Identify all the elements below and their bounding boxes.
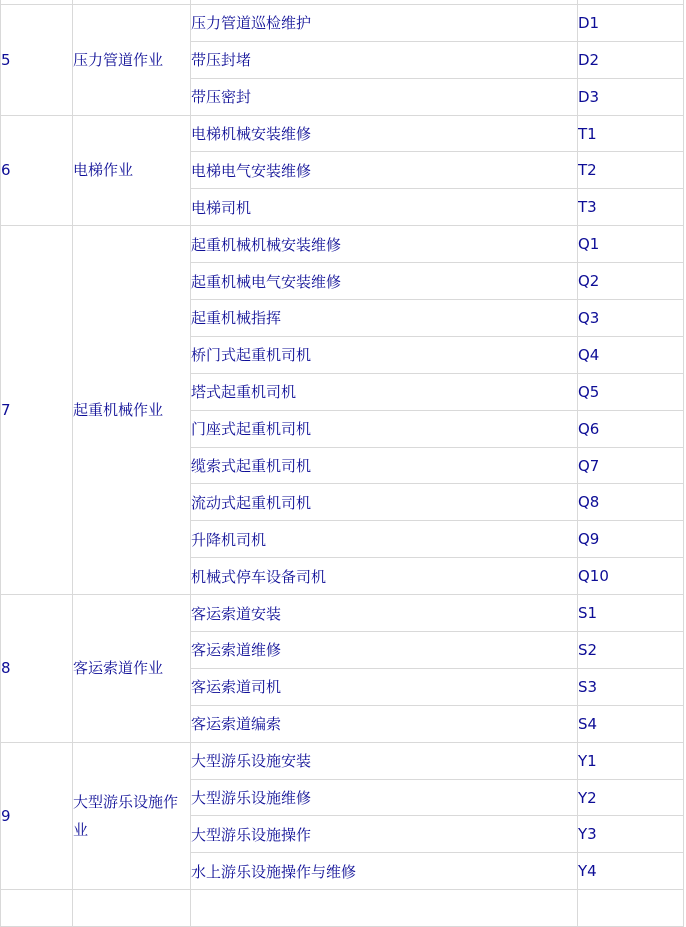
item-code-cell: Y1 xyxy=(578,742,684,779)
item-name-cell: 带压封堵 xyxy=(191,41,578,78)
empty-cell xyxy=(578,890,684,927)
item-code-cell: Q10 xyxy=(578,558,684,595)
table-body xyxy=(1,0,684,927)
item-code-cell: S3 xyxy=(578,668,684,705)
item-name-cell: 流动式起重机司机 xyxy=(191,484,578,521)
item-code-cell: Q8 xyxy=(578,484,684,521)
table-row xyxy=(1,115,684,152)
group-number-cell: 9 xyxy=(1,742,73,890)
item-name-cell: 压力管道巡检维护 xyxy=(191,4,578,41)
item-code-cell: Q5 xyxy=(578,373,684,410)
item-code-cell: Q4 xyxy=(578,336,684,373)
item-name-cell: 客运索道维修 xyxy=(191,632,578,669)
item-code-cell: T1 xyxy=(578,115,684,152)
item-code-cell: D3 xyxy=(578,78,684,115)
item-name-cell: 机械式停车设备司机 xyxy=(191,558,578,595)
item-name-cell: 客运索道安装 xyxy=(191,595,578,632)
table-row xyxy=(1,595,684,632)
partial-row-bottom xyxy=(1,890,684,927)
empty-cell xyxy=(73,890,191,927)
table-row xyxy=(1,226,684,263)
item-name-cell: 电梯电气安装维修 xyxy=(191,152,578,189)
empty-cell xyxy=(191,890,578,927)
item-name-cell: 起重机械指挥 xyxy=(191,300,578,337)
item-code-cell: S1 xyxy=(578,595,684,632)
item-code-cell: Q9 xyxy=(578,521,684,558)
item-code-cell: T2 xyxy=(578,152,684,189)
item-name-cell: 大型游乐设施维修 xyxy=(191,779,578,816)
item-name-cell: 电梯机械安装维修 xyxy=(191,115,578,152)
item-name-cell: 起重机械电气安装维修 xyxy=(191,263,578,300)
category-cell: 起重机械作业 xyxy=(73,226,191,595)
category-cell: 电梯作业 xyxy=(73,115,191,226)
item-name-cell: 桥门式起重机司机 xyxy=(191,336,578,373)
empty-cell xyxy=(1,890,73,927)
item-name-cell: 缆索式起重机司机 xyxy=(191,447,578,484)
group-number-cell: 5 xyxy=(1,4,73,115)
group-number-cell: 8 xyxy=(1,595,73,743)
item-name-cell: 客运索道司机 xyxy=(191,668,578,705)
category-cell: 客运索道作业 xyxy=(73,595,191,743)
item-name-cell: 门座式起重机司机 xyxy=(191,410,578,447)
item-code-cell: Q7 xyxy=(578,447,684,484)
item-name-cell: 起重机械机械安装维修 xyxy=(191,226,578,263)
item-code-cell: Y3 xyxy=(578,816,684,853)
item-code-cell: Q1 xyxy=(578,226,684,263)
item-name-cell: 带压密封 xyxy=(191,78,578,115)
item-name-cell: 塔式起重机司机 xyxy=(191,373,578,410)
item-name-cell: 客运索道编索 xyxy=(191,705,578,742)
item-code-cell: D2 xyxy=(578,41,684,78)
item-code-cell: Q6 xyxy=(578,410,684,447)
item-code-cell: Q2 xyxy=(578,263,684,300)
item-name-cell: 水上游乐设施操作与维修 xyxy=(191,853,578,890)
item-name-cell: 电梯司机 xyxy=(191,189,578,226)
item-name-cell: 大型游乐设施操作 xyxy=(191,816,578,853)
item-code-cell: S4 xyxy=(578,705,684,742)
item-code-cell: D1 xyxy=(578,4,684,41)
item-code-cell: Y4 xyxy=(578,853,684,890)
item-code-cell: T3 xyxy=(578,189,684,226)
group-number-cell: 6 xyxy=(1,115,73,226)
item-code-cell: Y2 xyxy=(578,779,684,816)
item-name-cell: 大型游乐设施安装 xyxy=(191,742,578,779)
group-number-cell: 7 xyxy=(1,226,73,595)
item-code-cell: S2 xyxy=(578,632,684,669)
category-cell: 大型游乐设施作业 xyxy=(73,742,191,890)
item-name-cell: 升降机司机 xyxy=(191,521,578,558)
category-cell: 压力管道作业 xyxy=(73,4,191,115)
table-row xyxy=(1,4,684,41)
item-code-cell: Q3 xyxy=(578,300,684,337)
table-row xyxy=(1,742,684,779)
